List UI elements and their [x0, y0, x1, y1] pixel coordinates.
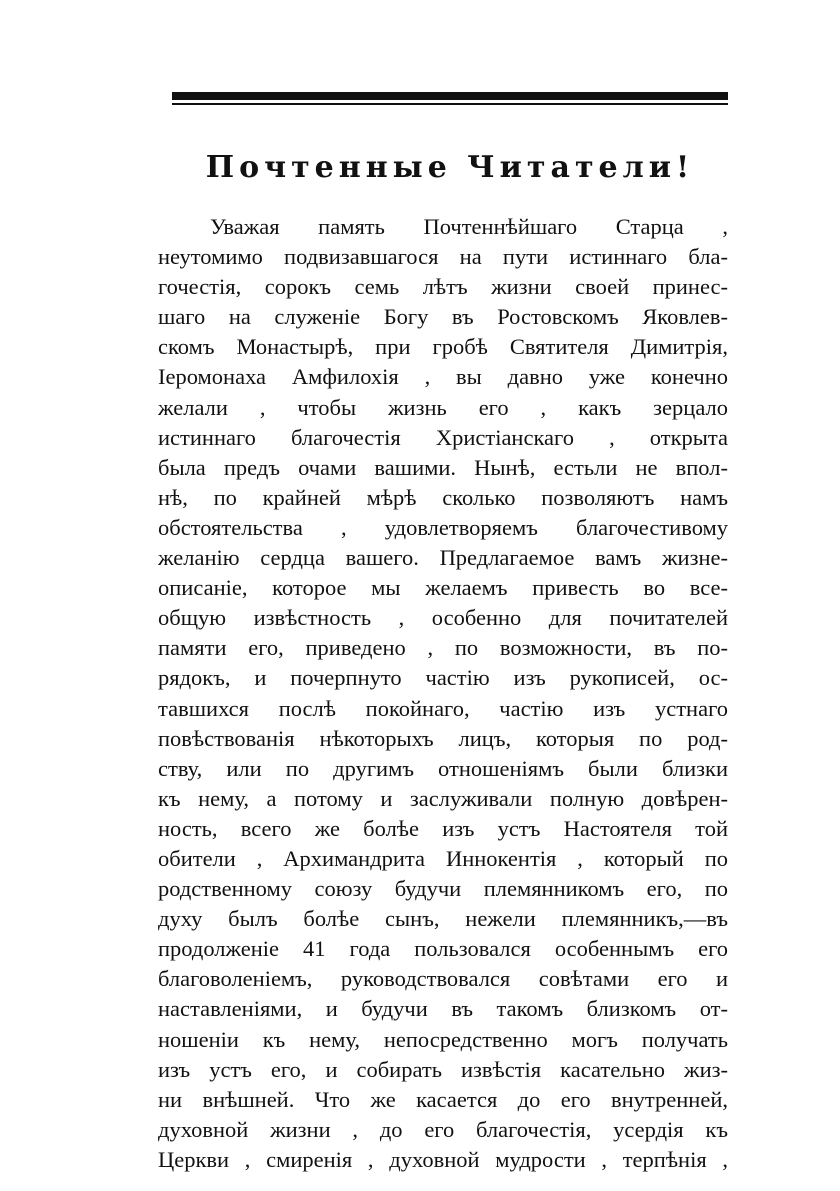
text-line: продолженіе 41 года пользовался особеннымъ его [158, 936, 728, 962]
body-text [158, 212, 728, 1175]
text-line: истиннаго благочестія Христіанскаго , открыта [158, 424, 728, 450]
text-line: обители , Архимандрита Иннокентія , который по [158, 845, 728, 871]
text-line: Іеромонаха Амфилохія , вы давно уже конечно [158, 364, 728, 390]
header-rule-thick [172, 92, 728, 100]
text-line: Церкви , смиренія , духовной мудрости , терпѣнія , [158, 1146, 728, 1172]
text-line: ношеніи къ нему, непосредственно могъ получать [158, 1026, 728, 1052]
text-line: нѣ, по крайней мѣрѣ сколько позволяютъ намъ [158, 484, 728, 510]
text-line: памяти его, приведено , по возможности, въ по- [158, 635, 728, 661]
text-line: изъ устъ его, и собирать извѣстія касательно жиз- [158, 1056, 728, 1082]
text-line: ству, или по другимъ отношеніямъ были близки [158, 755, 728, 781]
text-line: рядокъ, и почерпнуто частію изъ рукописей, ос- [158, 665, 728, 691]
text-line: гочестія, сорокъ семь лѣтъ жизни своей принес- [158, 274, 728, 300]
text-line: тавшихся послѣ покойнаго, частію изъ устнаго [158, 695, 728, 721]
text-line: родственному союзу будучи племянникомъ его, по [158, 876, 728, 902]
text-line: желали , чтобы жизнь его , какъ зерцало [158, 394, 728, 420]
text-line: наставленіями, и будучи въ такомъ близкомъ от- [158, 996, 728, 1022]
text-line: неутомимо подвизавшагося на пути истиннаго бла- [158, 244, 728, 270]
text-line: обстоятельства , удовлетворяемъ благочестивому [158, 514, 728, 540]
text-line: ни внѣшней. Что же касается до его внутренней, [158, 1086, 728, 1112]
text-line: скомъ Монастырѣ, при гробѣ Святителя Димитрія, [158, 334, 728, 360]
text-line: описаніе, которое мы желаемъ привесть во все- [158, 575, 728, 601]
text-line: духовной жизни , до его благочестія, усердія къ [158, 1116, 728, 1142]
text-line: шаго на служеніе Богу въ Ростовскомъ Яковлев- [158, 304, 728, 330]
text-line: духу былъ болѣе сынъ, нежели племянникъ,—въ [158, 906, 728, 932]
text-line: къ нему, а потому и заслуживали полную довѣрен- [158, 785, 728, 811]
text-line: была предъ очами вашими. Нынѣ, естьли не впол- [158, 454, 728, 480]
page-heading: Почтенные Читатели! [205, 150, 695, 185]
text-line: общую извѣстность , особенно для почитателей [158, 605, 728, 631]
text-line: ность, всего же болѣе изъ устъ Настоятеля той [158, 815, 728, 841]
text-line: благоволеніемъ, руководствовался совѣтами его и [158, 966, 728, 992]
header-double-rule [172, 92, 728, 106]
text-line: повѣствованія нѣкоторыхъ лицъ, которыя по род- [158, 725, 728, 751]
header-rule-thin [172, 103, 728, 105]
text-line: желанію сердца вашего. Предлагаемое вамъ жизне- [158, 545, 728, 571]
text-line: Уважая память Почтеннѣйшаго Старца , [210, 214, 728, 239]
